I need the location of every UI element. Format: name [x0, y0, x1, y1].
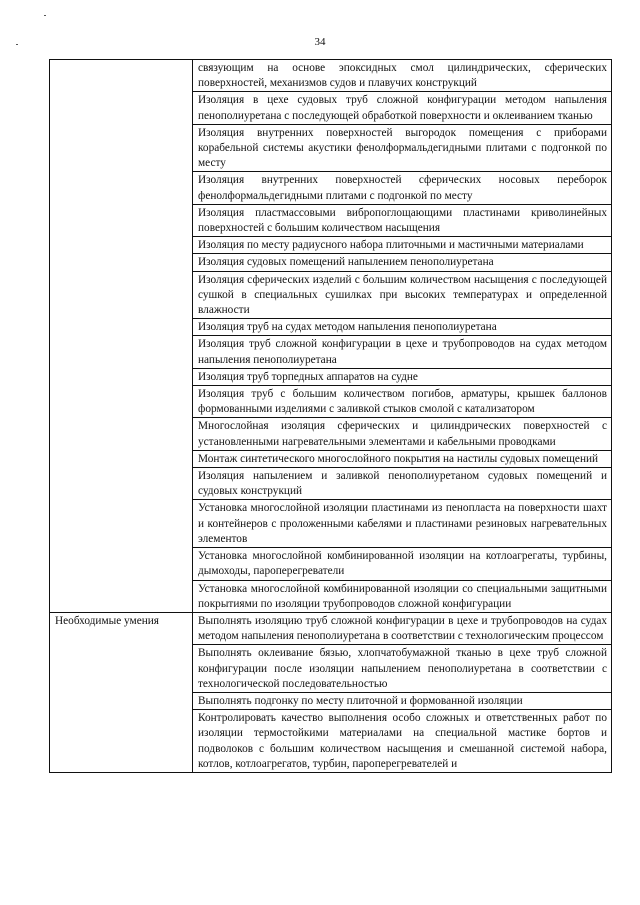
row-description: Изоляция труб торпедных аппаратов на судне [193, 368, 612, 385]
row-description: Изоляция труб на судах методом напыления пенополиуретана [193, 319, 612, 336]
row-description: связующим на основе эпоксидных смол цилиндрических, сферических поверхностей, механизмов судов и плавучих конструкций [193, 60, 612, 92]
row-description: Установка многослойной комбинированной изоляции на котлоагрегаты, турбины, дымоходы, пароперегреватели [193, 548, 612, 580]
row-description: Изоляция труб с большим количеством погибов, арматуры, крышек баллонов формованными изделиями с заливкой стыков смолой с катализатором [193, 386, 612, 418]
table-row [50, 612, 612, 644]
row-description: Многослойная изоляция сферических и цилиндрических поверхностей с установленными нагревательными элементами и кабельными проводками [193, 418, 612, 450]
row-description: Выполнять оклеивание бязью, хлопчатобумажной тканью в цехе труб сложной конфигурации после изоляции напылением пенополиуретана в соответствии с технологической последовательностью [193, 645, 612, 693]
row-description: Изоляция пластмассовыми вибропоглощающими пластинами криволинейных поверхностей с большим количеством насыщения [193, 204, 612, 236]
row-description: Изоляция в цехе судовых труб сложной конфигурации методом напыления пенополиуретана с последующей обработкой поверхности и оклеиванием тканью [193, 92, 612, 124]
row-description: Выполнять подгонку по месту плиточной и формованной изоляции [193, 692, 612, 709]
row-description: Изоляция напылением и заливкой пенополиуретаном судовых помещений и судовых конструкций [193, 468, 612, 500]
row-description: Установка многослойной изоляции пластинами из пенопласта на поверхности шахт и контейнеров с проложенными кабелями и пластинами резиновых нагревательных элементов [193, 500, 612, 548]
row-description: Изоляция труб сложной конфигурации в цехе и трубопроводов на судах методом напыления пенополиуретана [193, 336, 612, 368]
table-row [50, 60, 612, 92]
page-number: 34 [314, 36, 326, 48]
row-description: Изоляция внутренних поверхностей сферических носовых переборок фенолформальдегидными плитами с подгонкой по месту [193, 172, 612, 204]
row-label [50, 60, 193, 613]
row-description: Изоляция сферических изделий с большим количеством насыщения с последующей сушкой в специальных сушилках при высоких температурах и определенной влажности [193, 271, 612, 319]
row-description: Изоляция судовых помещений напылением пенополиуретана [193, 254, 612, 271]
row-description: Изоляция по месту радиусного набора плиточными и мастичными материалами [193, 237, 612, 254]
row-description: Выполнять изоляцию труб сложной конфигурации в цехе и трубопроводов на судах методом напыления пенополиуретана в соответствии с технологическим процессом [193, 612, 612, 644]
row-label: Необходимые умения [50, 612, 193, 772]
row-description: Изоляция внутренних поверхностей выгородок помещения с приборами корабельной системы акустики фенолформальдегидными плитами с подгонкой по месту [193, 124, 612, 172]
row-description: Установка многослойной комбинированной изоляции со специальными защитными покрытиями по изоляции трубопроводов сложной конфигурации [193, 580, 612, 612]
scan-mark [44, 15, 46, 16]
row-description: Монтаж синтетического многослойного покрытия на настилы судовых помещений [193, 450, 612, 467]
row-description: Контролировать качество выполнения особо сложных и ответственных работ по изоляции термостойкими материалами на специальной мастике бортов и подволоков с большим количеством насыщения и смешанной системой набора, котлов, котлоагрегатов, турбин, пароперегревателей и [193, 710, 612, 773]
requirements-table [49, 59, 612, 773]
